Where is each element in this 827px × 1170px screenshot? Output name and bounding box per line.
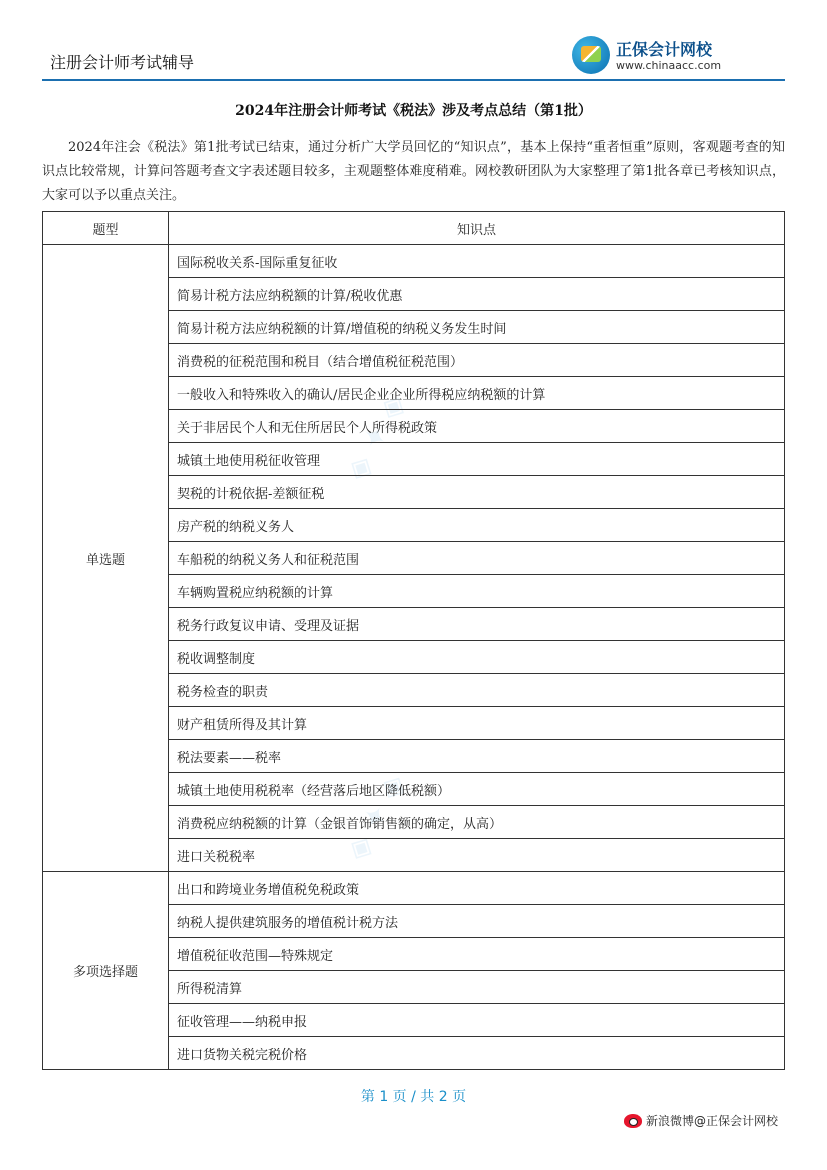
knowledge-point-cell: 城镇土地使用税征收管理 xyxy=(169,443,785,476)
knowledge-point-cell: 增值税征收范围—特殊规定 xyxy=(169,938,785,971)
logo-name: 正保会计网校 xyxy=(616,40,713,59)
knowledge-point-cell: 所得税清算 xyxy=(169,971,785,1004)
knowledge-table xyxy=(42,211,785,1070)
knowledge-point-cell: 税收调整制度 xyxy=(169,641,785,674)
knowledge-point-cell: 车辆购置税应纳税额的计算 xyxy=(169,575,785,608)
question-type-cell: 单选题 xyxy=(43,245,169,872)
knowledge-point-cell: 消费税的征税范围和税目（结合增值税征税范围） xyxy=(169,344,785,377)
table-body xyxy=(43,245,785,1070)
weibo-icon xyxy=(624,1114,642,1128)
knowledge-point-cell: 关于非居民个人和无住所居民个人所得税政策 xyxy=(169,410,785,443)
header-type: 题型 xyxy=(43,212,169,245)
header-divider xyxy=(42,79,785,81)
knowledge-point-cell: 进口关税税率 xyxy=(169,839,785,872)
table-header-row xyxy=(43,212,785,245)
knowledge-point-cell: 税务检查的职责 xyxy=(169,674,785,707)
knowledge-point-cell: 一般收入和特殊收入的确认/居民企业企业所得税应纳税额的计算 xyxy=(169,377,785,410)
knowledge-point-cell: 城镇土地使用税税率（经营落后地区降低税额） xyxy=(169,773,785,806)
knowledge-point-cell: 征收管理——纳税申报 xyxy=(169,1004,785,1037)
intro-paragraph: 2024年注会《税法》第1批考试已结束，通过分析广大学员回忆的“知识点”，基本上保持“重者恒重”原则，客观题考查的知识点比较常规，计算问答题考查文字表述题目较多，主观题整体难度稍难。网校教研团队为大家整理了第1批各章已考核知识点，大家可以予以重点关注。 xyxy=(42,140,785,203)
question-type-cell: 多项选择题 xyxy=(43,872,169,1070)
knowledge-point-cell: 税法要素——税率 xyxy=(169,740,785,773)
knowledge-point-cell: 简易计税方法应纳税额的计算/税收优惠 xyxy=(169,278,785,311)
knowledge-point-cell: 国际税收关系-国际重复征收 xyxy=(169,245,785,278)
knowledge-point-cell: 契税的计税依据-差额征税 xyxy=(169,476,785,509)
knowledge-point-cell: 财产租赁所得及其计算 xyxy=(169,707,785,740)
table-row xyxy=(43,872,785,905)
weibo-text: 新浪微博@正保会计网校 xyxy=(646,1114,779,1128)
header-title: 注册会计师考试辅导 xyxy=(50,53,195,72)
logo xyxy=(572,36,772,76)
knowledge-point-cell: 进口货物关税完税价格 xyxy=(169,1037,785,1070)
logo-url: www.chinaacc.com xyxy=(616,59,722,72)
knowledge-point-cell: 消费税应纳税额的计算（金银首饰销售额的确定，从高） xyxy=(169,806,785,839)
logo-icon xyxy=(572,36,610,74)
knowledge-point-cell: 纳税人提供建筑服务的增值税计税方法 xyxy=(169,905,785,938)
knowledge-point-cell: 出口和跨境业务增值税免税政策 xyxy=(169,872,785,905)
watermark-icon: ◈ ✦ ◈ xyxy=(338,388,414,487)
header-knowledge: 知识点 xyxy=(169,212,785,245)
knowledge-point-cell: 税务行政复议申请、受理及证据 xyxy=(169,608,785,641)
knowledge-point-cell: 房产税的纳税义务人 xyxy=(169,509,785,542)
knowledge-point-cell: 车船税的纳税义务人和征税范围 xyxy=(169,542,785,575)
weibo-credit xyxy=(624,1112,778,1129)
page-indicator: 第 1 页 / 共 2 页 xyxy=(360,1089,467,1105)
knowledge-point-cell: 简易计税方法应纳税额的计算/增值税的纳税义务发生时间 xyxy=(169,311,785,344)
table-row xyxy=(43,245,785,278)
watermark-icon: ◈ ✦ ◈ xyxy=(338,768,414,867)
document-title: 2024年注册会计师考试《税法》涉及考点总结（第1批） xyxy=(235,103,592,119)
